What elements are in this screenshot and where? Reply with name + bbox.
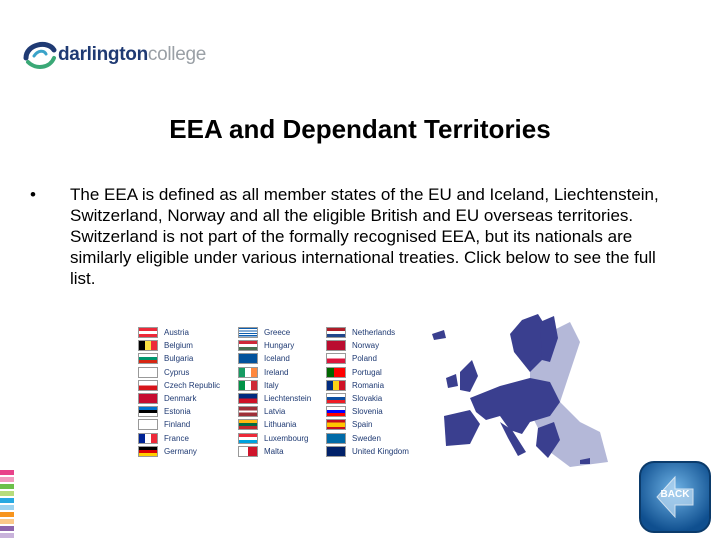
country-list-item xyxy=(326,445,409,458)
country-list-item xyxy=(138,432,189,445)
country-name: Greece xyxy=(264,328,291,337)
page-title: EEA and Dependant Territories xyxy=(169,114,551,144)
country-name: Bulgaria xyxy=(164,354,194,364)
country-flag-icon xyxy=(238,367,258,378)
logo-text xyxy=(58,44,206,66)
country-name: Hungary xyxy=(264,341,295,351)
country-list-item xyxy=(238,339,294,352)
country-flag-icon xyxy=(138,353,158,364)
country-name: Netherlands xyxy=(352,328,396,337)
country-name: Sweden xyxy=(352,433,381,443)
country-flag-icon xyxy=(138,406,158,417)
country-flag-icon xyxy=(138,446,158,457)
eea-country-flag-list[interactable] xyxy=(138,326,438,466)
bullet-text: The EEA is defined as all member states of the EU and Iceland, Liechtenstein, Switzerland, Norway and all the eligible British and EU overseas territories. Switzerland is not part of the formally recognised EEA, but its nationals are similarly eligible under various international treaties. Click below to see the full list. xyxy=(70,185,659,288)
logo-swirl-icon xyxy=(20,36,60,76)
country-list-item xyxy=(326,366,382,379)
country-name: Spain xyxy=(352,420,373,430)
country-flag-icon xyxy=(138,419,158,430)
country-flag-icon xyxy=(238,446,258,457)
country-flag-icon xyxy=(238,380,258,391)
country-flag-icon xyxy=(138,340,158,351)
country-name: Belgium xyxy=(164,341,193,351)
country-list-item xyxy=(326,352,377,365)
country-list-item xyxy=(326,432,381,445)
country-list-item xyxy=(238,432,308,445)
country-name: Norway xyxy=(352,341,380,351)
country-flag-icon xyxy=(238,327,258,338)
country-list-item xyxy=(138,339,193,352)
college-logo xyxy=(20,36,220,76)
country-flag-icon xyxy=(326,419,346,430)
country-list-item xyxy=(326,379,384,392)
country-flag-icon xyxy=(326,406,346,417)
country-flag-icon xyxy=(326,380,346,391)
country-list-item xyxy=(326,418,372,431)
country-name: Estonia xyxy=(164,407,191,417)
country-name: Lithuania xyxy=(264,420,297,430)
country-name: Iceland xyxy=(264,354,290,364)
country-list-item xyxy=(326,326,395,339)
country-flag-icon xyxy=(238,353,258,364)
country-flag-icon xyxy=(138,380,158,391)
country-flag-icon xyxy=(326,393,346,404)
country-name: Liechtenstein xyxy=(264,394,312,403)
country-name: Slovakia xyxy=(352,394,383,403)
country-name: Romania xyxy=(352,380,385,390)
country-name: Portugal xyxy=(352,367,382,377)
country-list-item xyxy=(138,326,189,339)
country-name: Latvia xyxy=(264,407,286,417)
country-list-item xyxy=(238,445,284,458)
logo-light-text: college xyxy=(147,44,207,65)
country-list-item xyxy=(238,405,285,418)
country-flag-icon xyxy=(238,393,258,404)
country-name: Finland xyxy=(164,420,191,430)
country-list-item xyxy=(138,366,189,379)
country-flag-icon xyxy=(326,340,346,351)
decorative-stripes xyxy=(0,470,14,540)
country-list-item xyxy=(326,392,382,405)
country-list-item xyxy=(138,352,193,365)
country-flag-icon xyxy=(326,327,346,338)
country-flag-icon xyxy=(238,340,258,351)
country-name: Malta xyxy=(264,446,284,456)
europe-map-image[interactable] xyxy=(430,312,608,474)
country-list-item xyxy=(238,352,290,365)
country-list-item xyxy=(238,418,296,431)
logo-dark-text: darlington xyxy=(58,44,148,65)
country-flag-icon xyxy=(138,433,158,444)
country-list-item xyxy=(138,418,190,431)
country-flag-icon xyxy=(326,433,346,444)
country-name: Poland xyxy=(352,354,377,364)
country-list-item xyxy=(326,339,379,352)
bullet-marker: • xyxy=(30,185,36,204)
country-list-item xyxy=(238,379,279,392)
country-flag-icon xyxy=(138,367,158,378)
back-button[interactable] xyxy=(637,459,713,535)
country-name: Italy xyxy=(264,380,279,390)
country-list-item xyxy=(138,379,220,392)
country-list-item xyxy=(238,366,288,379)
country-list-item xyxy=(238,392,311,405)
country-name: Luxembourg xyxy=(264,433,309,443)
country-flag-icon xyxy=(138,393,158,404)
country-name: Germany xyxy=(164,446,197,456)
country-name: Slovenia xyxy=(352,407,383,417)
country-flag-icon xyxy=(238,433,258,444)
country-name: Ireland xyxy=(264,367,289,377)
country-flag-icon xyxy=(238,406,258,417)
back-button-label: BACK xyxy=(660,489,690,500)
country-list-item xyxy=(138,392,196,405)
country-name: France xyxy=(164,433,189,443)
country-flag-icon xyxy=(238,419,258,430)
country-flag-icon xyxy=(326,446,346,457)
country-flag-icon xyxy=(326,367,346,378)
country-list-item xyxy=(326,405,383,418)
country-name: Czech Republic xyxy=(164,380,221,390)
country-name: Cyprus xyxy=(164,367,190,377)
country-flag-icon xyxy=(138,327,158,338)
country-name: Denmark xyxy=(164,394,197,403)
country-list-item xyxy=(138,445,197,458)
country-flag-icon xyxy=(326,353,346,364)
country-list-item xyxy=(238,326,290,339)
country-name: United Kingdom xyxy=(352,446,409,456)
country-list-item xyxy=(138,405,191,418)
country-name: Austria xyxy=(164,328,189,337)
